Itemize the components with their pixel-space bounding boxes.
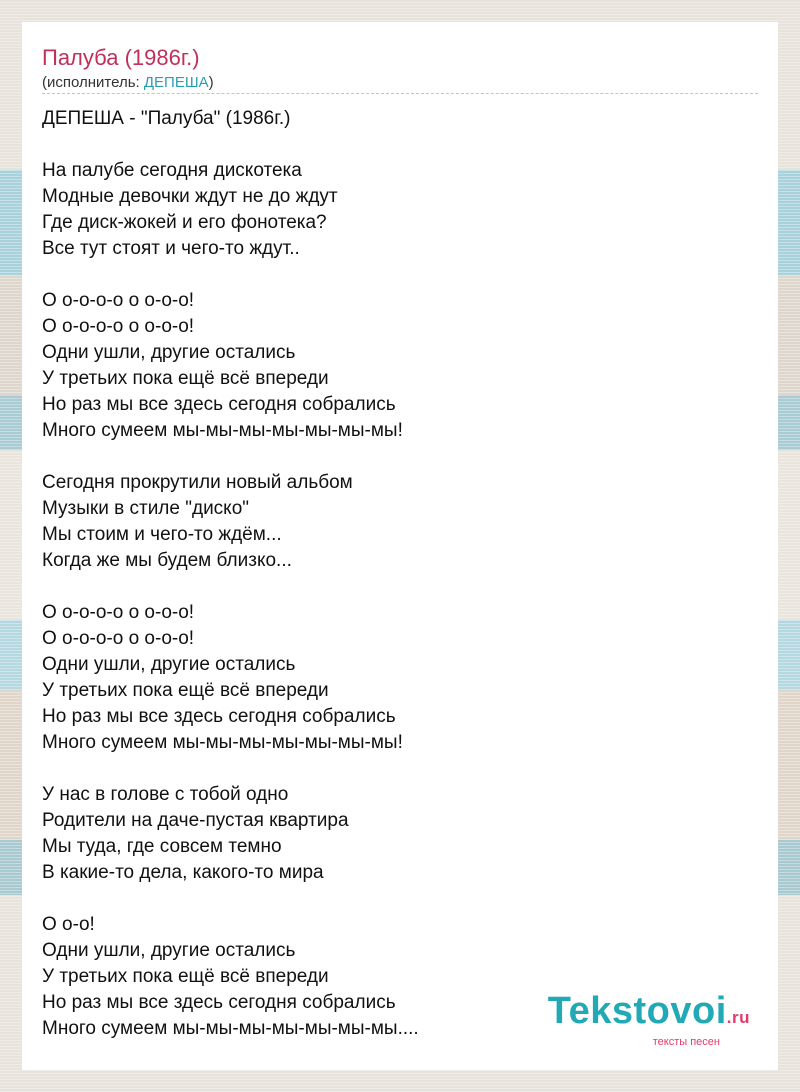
stanza-break [42, 886, 742, 912]
stanza-break [42, 132, 742, 158]
lyric-line: Модные девочки ждут не до ждут [42, 186, 338, 207]
artist-link[interactable]: ДЕПЕША [143, 74, 209, 91]
lyric-line: Много сумеем мы-мы-мы-мы-мы-мы-мы.... [42, 1018, 419, 1039]
lyric-line: У третьих пока ещё всё впереди [42, 368, 329, 389]
stanza-break [42, 444, 742, 470]
lyrics-text [42, 106, 742, 1042]
lyric-line: Одни ушли, другие остались [42, 342, 296, 363]
logo-wordmark [548, 991, 750, 1038]
lyric-line: Много сумеем мы-мы-мы-мы-мы-мы-мы! [42, 420, 403, 441]
lyric-line: У третьих пока ещё всё впереди [42, 966, 329, 987]
stanza-break [42, 574, 742, 600]
lyric-line: Много сумеем мы-мы-мы-мы-мы-мы-мы! [42, 732, 403, 753]
lyric-line: Сегодня прокрутили новый альбом [42, 472, 353, 493]
lyric-line: Одни ушли, другие остались [42, 654, 296, 675]
lyric-line: Но раз мы все здесь сегодня собрались [42, 992, 396, 1013]
logo-domain: .ru [726, 1008, 750, 1027]
logo-name: Tekstovoi [547, 990, 727, 1032]
stanza-break [42, 262, 742, 288]
lyric-line: У нас в голове с тобой одно [42, 784, 289, 805]
lyric-line: На палубе сегодня дискотека [42, 160, 302, 181]
lyric-line: Мы туда, где совсем темно [42, 836, 282, 857]
lyric-line: В какие-то дела, какого-то мира [42, 862, 324, 883]
site-logo[interactable] [548, 991, 750, 1048]
logo-tagline: тексты песен [652, 1036, 720, 1048]
artist-suffix: ) [208, 74, 214, 91]
lyric-line: Но раз мы все здесь сегодня собрались [42, 706, 396, 727]
dashed-divider [42, 93, 758, 94]
lyric-line: О о-о-о-о о о-о-о! [42, 316, 195, 337]
lyric-line: Где диск-жокей и его фонотека? [42, 212, 327, 233]
lyric-line: Но раз мы все здесь сегодня собрались [42, 394, 396, 415]
artist-prefix: (исполнитель: [42, 74, 144, 91]
lyric-line: Одни ушли, другие остались [42, 940, 296, 961]
lyric-line: Музыки в стиле "диско" [42, 498, 250, 519]
lyric-line: Мы стоим и чего-то ждём... [42, 524, 282, 545]
lyric-line: О о-о! [42, 914, 95, 935]
lyric-line: О о-о-о-о о о-о-о! [42, 602, 195, 623]
lyric-line: Когда же мы будем близко... [42, 550, 292, 571]
song-title: Палуба (1986г.) [42, 45, 200, 70]
lyric-line: Родители на даче-пустая квартира [42, 810, 349, 831]
lyrics-header: ДЕПЕША - "Палуба" (1986г.) [42, 108, 291, 129]
stanza-break [42, 756, 742, 782]
lyric-line: О о-о-о-о о о-о-о! [42, 290, 195, 311]
artist-line [42, 73, 214, 93]
lyric-line: О о-о-о-о о о-о-о! [42, 628, 195, 649]
lyric-line: У третьих пока ещё всё впереди [42, 680, 329, 701]
lyrics-card [22, 22, 778, 1070]
lyric-line: Все тут стоят и чего-то ждут.. [42, 238, 300, 259]
